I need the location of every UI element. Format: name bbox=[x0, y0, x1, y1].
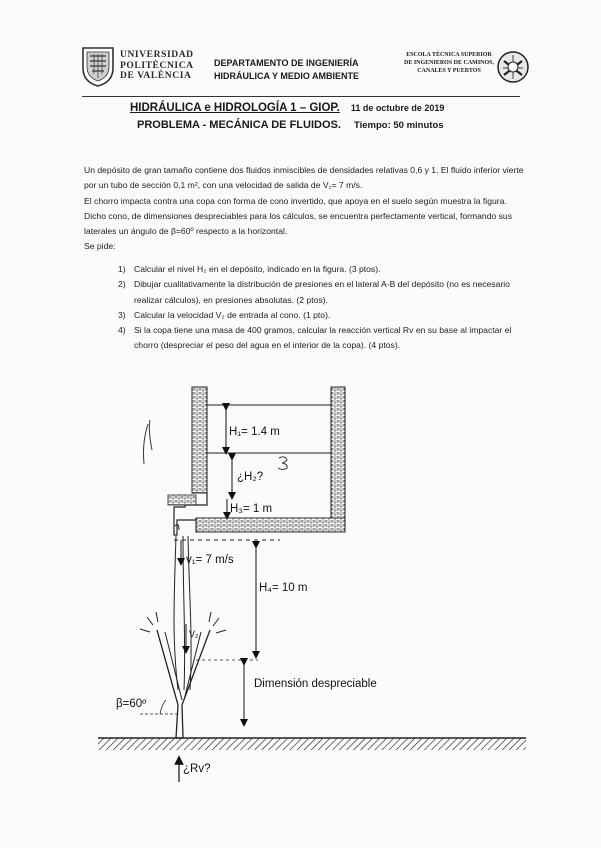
upv-seal-icon bbox=[80, 44, 116, 88]
v1-label: v₁= 7 m/s bbox=[186, 554, 234, 566]
exam-date: 11 de octubre de 2019 bbox=[350, 103, 445, 113]
outlet-pipe-wall bbox=[168, 495, 196, 505]
statement-paragraph: Un depósito de gran tamaño contiene dos fluidos inmiscibles de densidades relativas 0,6 y 1. El fluido inferior vierte por un tubo de sección 0,1 m², con una velocidad de salida de V₁= 7 m/s. bbox=[84, 165, 524, 191]
statement-paragraph: Se pide: bbox=[84, 241, 116, 252]
questions-list bbox=[118, 262, 528, 354]
tank-bottom bbox=[196, 518, 345, 532]
splash-right bbox=[209, 612, 226, 633]
h4-label: H₄= 10 m bbox=[259, 582, 308, 594]
h2-label: ¿H₂? bbox=[237, 471, 264, 483]
cone-cup bbox=[157, 630, 210, 738]
department-name: DEPARTAMENTO DE INGENIERÍA HIDRÁULICA Y MEDIO AMBIENTE bbox=[214, 58, 360, 81]
tank-right-wall bbox=[331, 387, 345, 532]
cone-cup-inner bbox=[165, 632, 201, 700]
rv-label: ¿Rv? bbox=[183, 763, 211, 775]
problem-figure bbox=[0, 370, 601, 848]
problem-statement bbox=[84, 163, 529, 255]
time-limit: Tiempo: 50 minutos bbox=[353, 120, 444, 131]
problem-title bbox=[137, 119, 444, 131]
problem-name: PROBLEMA - MECÁNICA DE FLUIDOS. bbox=[137, 119, 341, 131]
school-seal-icon bbox=[496, 49, 530, 85]
h3-label: H₃= 1 m bbox=[230, 503, 273, 515]
ground-hatch bbox=[98, 738, 526, 750]
beta-label: β=60º bbox=[116, 698, 147, 710]
course-name: HIDRÁULICA e HIDROLOGÍA 1 – GIOP. bbox=[130, 102, 340, 114]
negligible-dimension-label: Dimensión despreciable bbox=[254, 678, 377, 690]
tank-left-wall bbox=[192, 387, 207, 493]
question-item: 4) Si la copa tiene una masa de 400 gramos, calcular la reacción vertical Rv en su base al impactar el chorro (despreciar el peso del agua en el interior de la copa). (4 ptos). bbox=[118, 325, 512, 351]
university-name: UNIVERSIDAD POLITÈCNICA DE VALÈNCIA bbox=[120, 50, 194, 81]
v2-label: V₂ bbox=[189, 629, 199, 639]
statement-paragraph: El chorro impacta contra una copa con forma de cono invertido, que apoya en el suelo según muestra la figura. Dicho cono, de dimensiones despreciables para los cálculos, se encuentra perfectamente vertical, formando sus laterales un ángulo de β=60º respecto a la horizontal. bbox=[84, 195, 513, 237]
question-item: 2) Dibujar cualitativamente la distribución de presiones en el lateral A-B del depósito (no es necesario realizar cálculos), en presiones absolutas. (2 ptos). bbox=[118, 279, 510, 305]
handwritten-mark bbox=[278, 457, 287, 470]
question-item: 1) Calcular el nivel H₂ en el depósito, indicado en la figura. (3 ptos). bbox=[118, 264, 381, 274]
splash-left bbox=[140, 612, 158, 632]
handwritten-mark bbox=[144, 420, 153, 464]
header-divider bbox=[82, 96, 520, 97]
school-logo bbox=[404, 49, 534, 94]
school-name: ESCOLA TÈCNICA SUPERIOR DE INGENIEROS DE CAMINOS, CANALES Y PUERTOS bbox=[404, 52, 495, 74]
beta-arc bbox=[160, 700, 166, 714]
course-title bbox=[130, 102, 444, 114]
question-item: 3) Calcular la velocidad V₂ de entrada al cono. (1 pto). bbox=[118, 309, 331, 320]
upv-logo bbox=[80, 44, 235, 94]
h1-label: H₁= 1.4 m bbox=[229, 426, 280, 438]
